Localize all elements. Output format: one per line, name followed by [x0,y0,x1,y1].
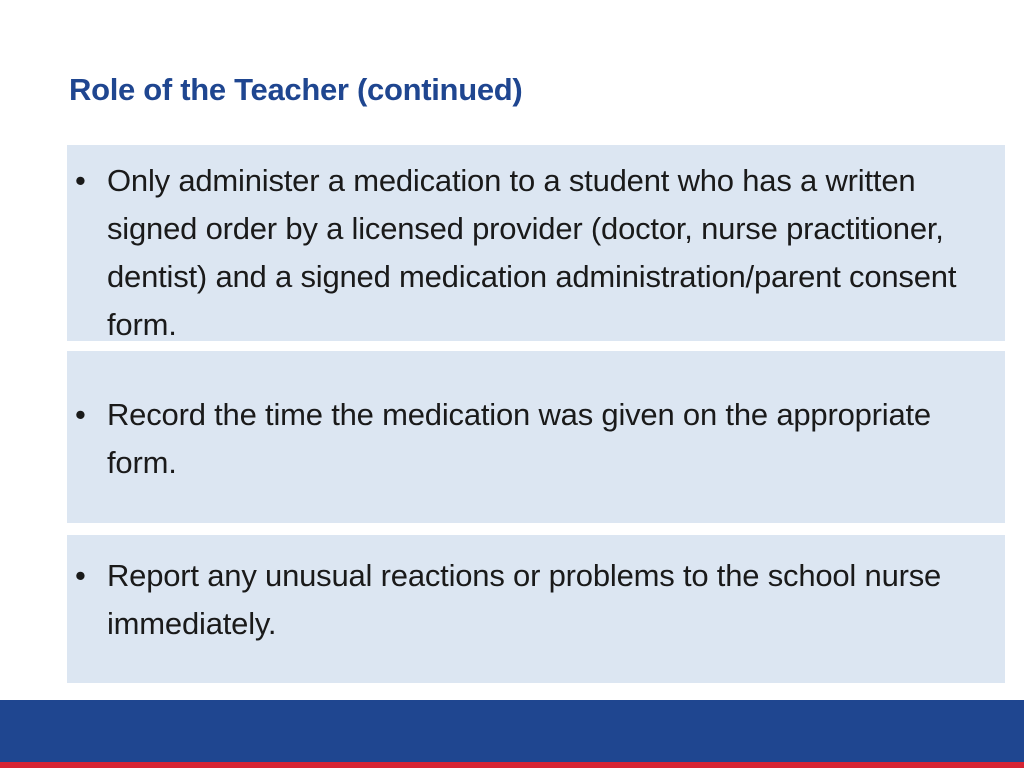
bullet-box-2 [67,351,1005,523]
bullet-text-3: • Report any unusual reactions or problems to the school nurse immediately. [107,552,985,648]
bullet-box-1 [67,145,1005,341]
footer-stripe [0,762,1024,768]
bullet-text-2: • Record the time the medication was given on the appropriate form. [107,391,985,487]
footer-band [0,700,1024,762]
bullet-box-3 [67,535,1005,683]
slide-title: Role of the Teacher (continued) [69,72,523,107]
bullet-text-1: • Only administer a medication to a student who has a written signed order by a licensed provider (doctor, nurse practitioner, dentist) and a signed medication administration/parent consent form. [107,157,985,349]
